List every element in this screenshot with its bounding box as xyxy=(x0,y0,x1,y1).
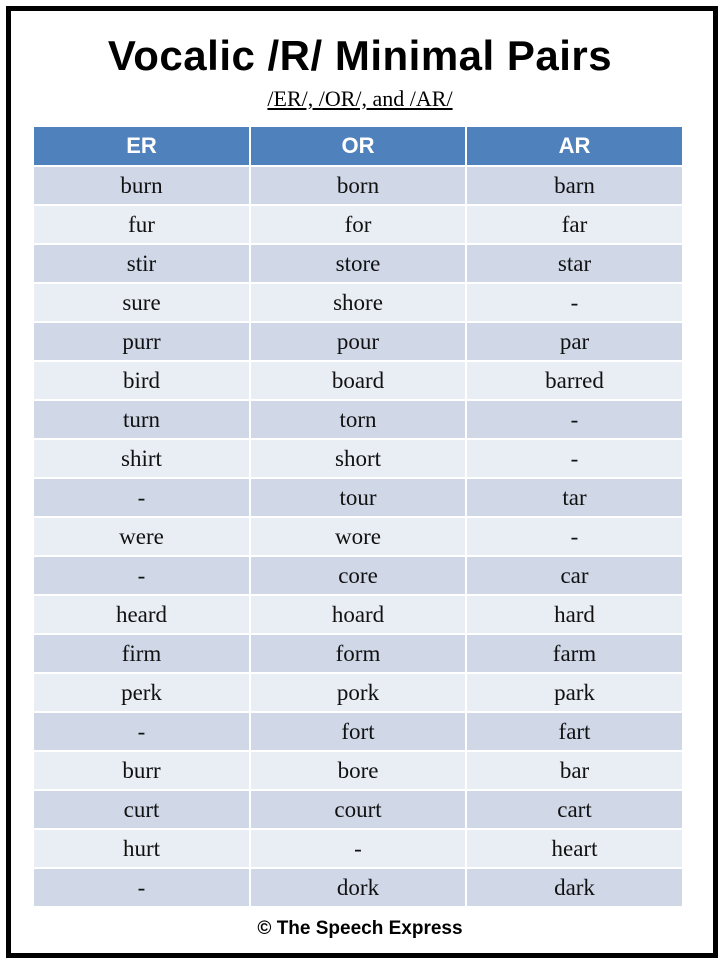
cell-ar: fart xyxy=(466,712,682,751)
cell-or: core xyxy=(250,556,466,595)
cell-er: - xyxy=(34,868,250,907)
cell-er: - xyxy=(34,712,250,751)
table-row xyxy=(34,361,682,400)
cell-or: dork xyxy=(250,868,466,907)
table-row xyxy=(34,751,682,790)
cell-or: board xyxy=(250,361,466,400)
cell-ar: - xyxy=(466,517,682,556)
cell-er: curt xyxy=(34,790,250,829)
table-header-row xyxy=(34,127,682,166)
cell-er: hurt xyxy=(34,829,250,868)
table-row xyxy=(34,322,682,361)
cell-ar: far xyxy=(466,205,682,244)
cell-er: - xyxy=(34,478,250,517)
table-row xyxy=(34,829,682,868)
table-body xyxy=(34,166,682,907)
cell-er: firm xyxy=(34,634,250,673)
cell-ar: heart xyxy=(466,829,682,868)
cell-er: fur xyxy=(34,205,250,244)
cell-or: - xyxy=(250,829,466,868)
cell-ar: cart xyxy=(466,790,682,829)
minimal-pairs-table xyxy=(34,127,682,908)
cell-er: - xyxy=(34,556,250,595)
table-row xyxy=(34,790,682,829)
table-row xyxy=(34,400,682,439)
cell-er: purr xyxy=(34,322,250,361)
cell-or: court xyxy=(250,790,466,829)
table-row xyxy=(34,517,682,556)
table-row xyxy=(34,205,682,244)
column-header-or: OR xyxy=(250,127,466,166)
column-header-er: ER xyxy=(34,127,250,166)
cell-ar: barred xyxy=(466,361,682,400)
cell-ar: park xyxy=(466,673,682,712)
cell-ar: bar xyxy=(466,751,682,790)
cell-er: were xyxy=(34,517,250,556)
cell-er: stir xyxy=(34,244,250,283)
cell-or: wore xyxy=(250,517,466,556)
table-row xyxy=(34,478,682,517)
column-header-ar: AR xyxy=(466,127,682,166)
cell-er: bird xyxy=(34,361,250,400)
cell-ar: - xyxy=(466,439,682,478)
cell-ar: par xyxy=(466,322,682,361)
cell-ar: - xyxy=(466,283,682,322)
table-row xyxy=(34,634,682,673)
table-row xyxy=(34,595,682,634)
cell-or: pork xyxy=(250,673,466,712)
table-row xyxy=(34,556,682,595)
cell-or: form xyxy=(250,634,466,673)
cell-ar: dark xyxy=(466,868,682,907)
cell-er: shirt xyxy=(34,439,250,478)
cell-or: short xyxy=(250,439,466,478)
cell-or: pour xyxy=(250,322,466,361)
cell-er: heard xyxy=(34,595,250,634)
table-row xyxy=(34,439,682,478)
table-row xyxy=(34,244,682,283)
cell-ar: star xyxy=(466,244,682,283)
cell-er: burn xyxy=(34,166,250,205)
table-row xyxy=(34,868,682,907)
cell-or: for xyxy=(250,205,466,244)
page-subtitle: /ER/, /OR/, and /AR/ xyxy=(267,86,453,111)
cell-ar: car xyxy=(466,556,682,595)
table-row xyxy=(34,673,682,712)
cell-or: store xyxy=(250,244,466,283)
cell-ar: barn xyxy=(466,166,682,205)
copyright-footer: © The Speech Express xyxy=(257,918,463,939)
cell-ar: - xyxy=(466,400,682,439)
cell-or: bore xyxy=(250,751,466,790)
cell-or: born xyxy=(250,166,466,205)
cell-or: torn xyxy=(250,400,466,439)
cell-er: sure xyxy=(34,283,250,322)
cell-or: hoard xyxy=(250,595,466,634)
table-row xyxy=(34,283,682,322)
cell-or: fort xyxy=(250,712,466,751)
cell-or: shore xyxy=(250,283,466,322)
cell-er: burr xyxy=(34,751,250,790)
table-row xyxy=(34,166,682,205)
page-title: Vocalic /R/ Minimal Pairs xyxy=(107,32,613,79)
cell-or: tour xyxy=(250,478,466,517)
cell-ar: farm xyxy=(466,634,682,673)
table-row xyxy=(34,712,682,751)
cell-er: turn xyxy=(34,400,250,439)
cell-er: perk xyxy=(34,673,250,712)
cell-ar: hard xyxy=(466,595,682,634)
cell-ar: tar xyxy=(466,478,682,517)
